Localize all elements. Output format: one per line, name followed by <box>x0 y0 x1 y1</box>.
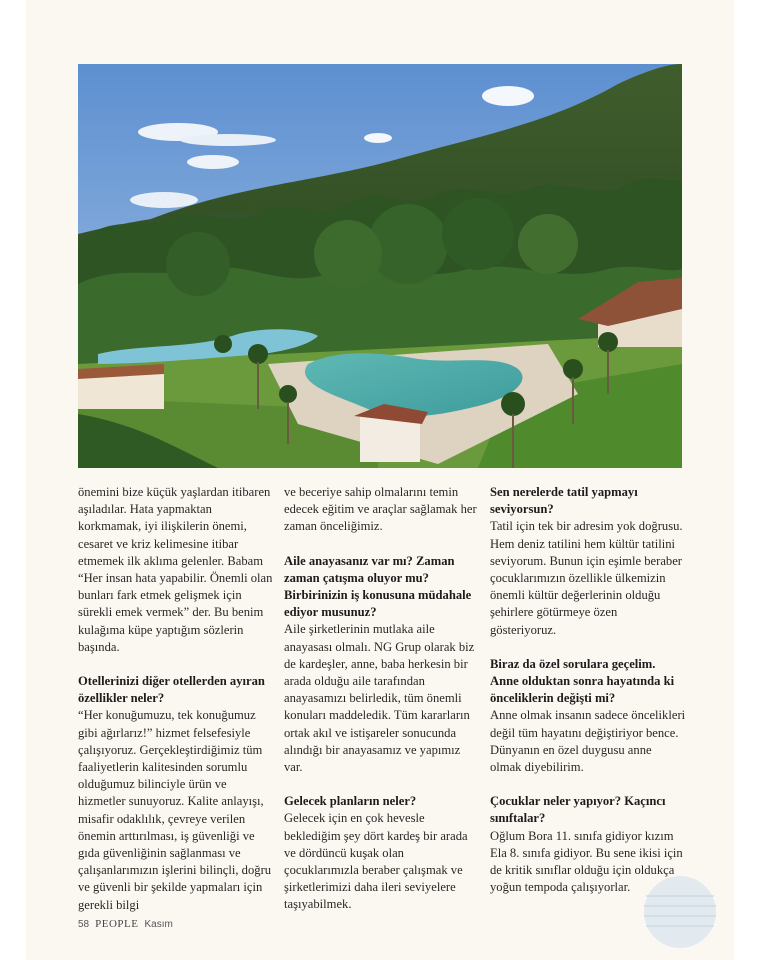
page-footer <box>78 918 173 930</box>
column-2-paragraph-1: ve beceriye sahip olmalarını temin edecek eğitim ve araçlar sağlamak her zaman önceliğimiz. <box>284 485 477 534</box>
interview-answer: “Her konuğumuzu, tek konuğumuz gibi ağırlarız!” hizmet felsefesiyle çalışıyoruz. Gerçekleştirdiğimiz tüm faaliyetlerin kalitesinden sorumlu olduğumuz bilinciyle ürün ve hizmetler sunuyoruz. Kalite anlayışı, misafir odaklılık, çevreye verilen önemin arttırılması, iş güvenliği ve gıda güvenliğinin sağlanması ve çalışanlarımızın işlerini bilinçli, doğru ve güvenli bir şekilde yapmaları için gerekli bilgi <box>78 708 272 912</box>
column-1-paragraph-1: önemini bize küçük yaşlardan itibaren aşıladılar. Hata yapmaktan korkmamak, iyi ilişkilerin önemi, cesaret ve kriz kelimesine itibar etmemek ilk aklıma gelenler. Babam “Her insan hata yapabilir. Önemli olan bunları fark etmek gelişmek için sürekli emek vermek” der. Bu benim kulağıma küpe yaptığım sözlerin başında. <box>78 485 273 654</box>
article-column-3 <box>490 484 686 913</box>
article-column-2 <box>284 484 480 931</box>
column-2-qa-1 <box>284 553 480 777</box>
column-2-qa-2 <box>284 793 480 913</box>
magazine-logo: PEOPLE <box>95 918 139 930</box>
resort-pool-photo <box>78 64 682 468</box>
interview-question: Otellerinizi diğer otellerden ayıran özellikler neler? <box>78 674 265 706</box>
interview-answer: Gelecek için en çok hevesle beklediğim şey dört kardeş bir arada ve dördüncü kuşak olan çocuklarımızla beraber çalışmak ve şirketlerimizi daha ileri seviyelere taşıyabilmek. <box>284 811 468 912</box>
decorative-globe-icon <box>642 874 718 950</box>
interview-answer: Tatil için tek bir adresim yok doğrusu. Hem deniz tatilini hem kültür tatilini seviyorum. Bunun için eşimle beraber çocuklarımızın özellikle ülkemizin önemli kültür değerlerinin olduğu şehirlere götürmeye özen gösteriyoruz. <box>490 519 683 637</box>
issue-month: Kasım <box>144 918 173 930</box>
interview-answer: Oğlum Bora 11. sınıfa gidiyor kızım Ela 8. sınıfa gidiyor. Bu sene ikisi için de kritik sınıflar olduğu için oldukça yoğun tempoda çalışıyorlar. <box>490 828 683 895</box>
column-3-qa-1 <box>490 484 686 639</box>
column-1-qa-1 <box>78 673 274 914</box>
column-3-qa-2 <box>490 656 686 776</box>
interview-question: Aile anayasanız var mı? Zaman zaman çatışma oluyor mu? Birbirinizin iş konusuna müdahale ediyor musunuz? <box>284 553 472 620</box>
page-number: 58 <box>78 918 90 930</box>
article-column-1 <box>78 484 274 931</box>
interview-question: Çocuklar neler yapıyor? Kaçıncı sınıftalar? <box>490 794 666 826</box>
interview-question: Gelecek planların neler? <box>284 794 417 809</box>
interview-question: Sen nerelerde tatil yapmayı seviyorsun? <box>490 485 638 517</box>
interview-answer: Anne olmak insanın sadece öncelikleri değil tüm hayatını değiştiriyor bence. Dünyanın en özel duygusu anne olmak diyebilirim. <box>490 708 686 775</box>
interview-question: Biraz da özel sorulara geçelim. Anne olduktan sonra hayatında ki önceliklerin değişti mi? <box>490 656 675 706</box>
interview-answer: Aile şirketlerinin mutlaka aile anayasası olmalı. NG Grup olarak biz de kardeşler, anne, baba herkesin bir arada olduğu aile tarafından anayasamızı belirledik, tüm önemli konuları maddeledik. Tüm kararların ortak akıl ve istişareler sonucunda alındığı bir anayasamız ve yapımız var. <box>284 622 475 775</box>
